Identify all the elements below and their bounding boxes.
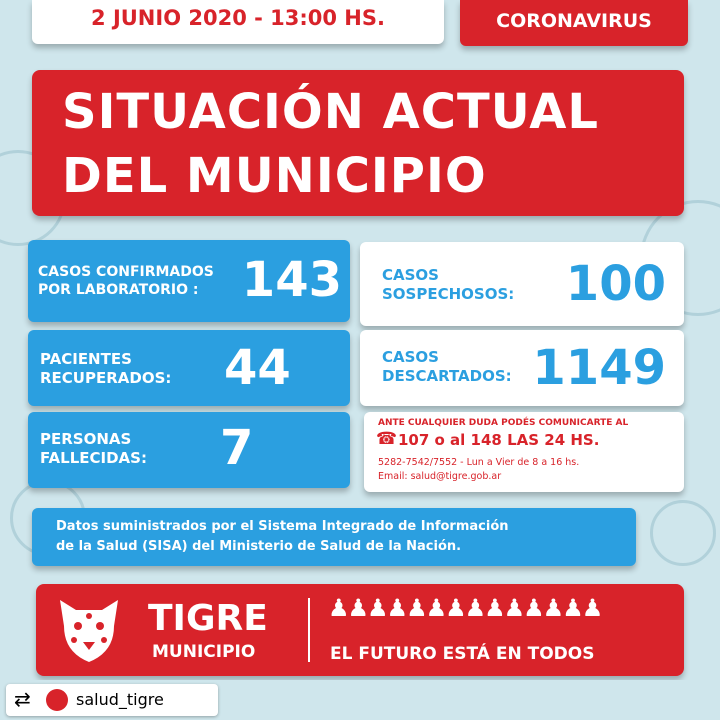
suspected-value: 100 [565,256,666,312]
contact-line-3: 5282-7542/7552 - Lun a Vier de 8 a 16 hs. [378,457,580,468]
people-icons: ♟♟♟♟♟♟♟♟♟♟♟♟♟♟ [328,594,602,622]
recovered-label-1: PACIENTES [40,350,132,368]
jaguar-logo-icon [52,592,126,666]
suspected-cases-card [360,242,684,326]
divider [308,598,310,662]
phone-icon: ☎ [376,429,398,449]
title-line-2: DEL MUNICIPIO [62,148,487,204]
confirmed-label-2: POR LABORATORIO : [38,282,199,298]
discarded-value: 1149 [532,340,666,396]
recovered-label-2: RECUPERADOS: [40,369,172,387]
repost-icon: ⇄ [14,687,31,711]
repost-bar [0,680,720,720]
suspected-label-1: CASOS [382,266,439,284]
slogan-prefix: EL FUTURO ESTÁ EN [330,644,528,664]
tag-text: CORONAVIRUS [496,10,652,32]
avatar [46,689,68,711]
discarded-label-2: DESCARTADOS: [382,367,512,385]
virus-decoration-icon [650,500,716,566]
discarded-label-1: CASOS [382,348,439,366]
contact-line-2: 107 o al 148 LAS 24 HS. [398,431,600,449]
deceased-label-1: PERSONAS [40,430,132,448]
date-banner [32,0,444,44]
deceased-value: 7 [220,420,254,476]
deceased-card [28,412,350,488]
source-line-2: de la Salud (SISA) del Ministerio de Salud de la Nación. [56,539,462,554]
source-banner [32,508,636,566]
discarded-cases-card [360,330,684,406]
footer-banner [36,584,684,676]
suspected-label-2: SOSPECHOSOS: [382,285,515,303]
date-text: 2 JUNIO 2020 - 13:00 HS. [91,6,385,30]
slogan [330,644,594,664]
slogan-bold: TODOS [527,644,595,664]
brand-sub: MUNICIPIO [152,642,256,662]
contact-line-1: ANTE CUALQUIER DUDA PODÉS COMUNICARTE AL [378,418,629,428]
repost-username: salud_tigre [76,690,164,709]
contact-card [364,412,684,492]
coronavirus-tag [460,0,688,46]
repost-badge[interactable] [6,684,218,716]
confirmed-value: 143 [241,252,342,308]
brand-name: TIGRE [148,598,268,639]
recovered-value: 44 [224,340,291,396]
title-line-1: SITUACIÓN ACTUAL [62,84,599,140]
confirmed-label-1: CASOS CONFIRMADOS [38,264,214,280]
deceased-label-2: FALLECIDAS: [40,449,147,467]
title-banner [32,70,684,216]
confirmed-cases-card [28,240,350,322]
recovered-card [28,330,350,406]
source-line-1: Datos suministrados por el Sistema Integrado de Información [56,519,509,534]
contact-line-4: Email: salud@tigre.gob.ar [378,471,502,482]
